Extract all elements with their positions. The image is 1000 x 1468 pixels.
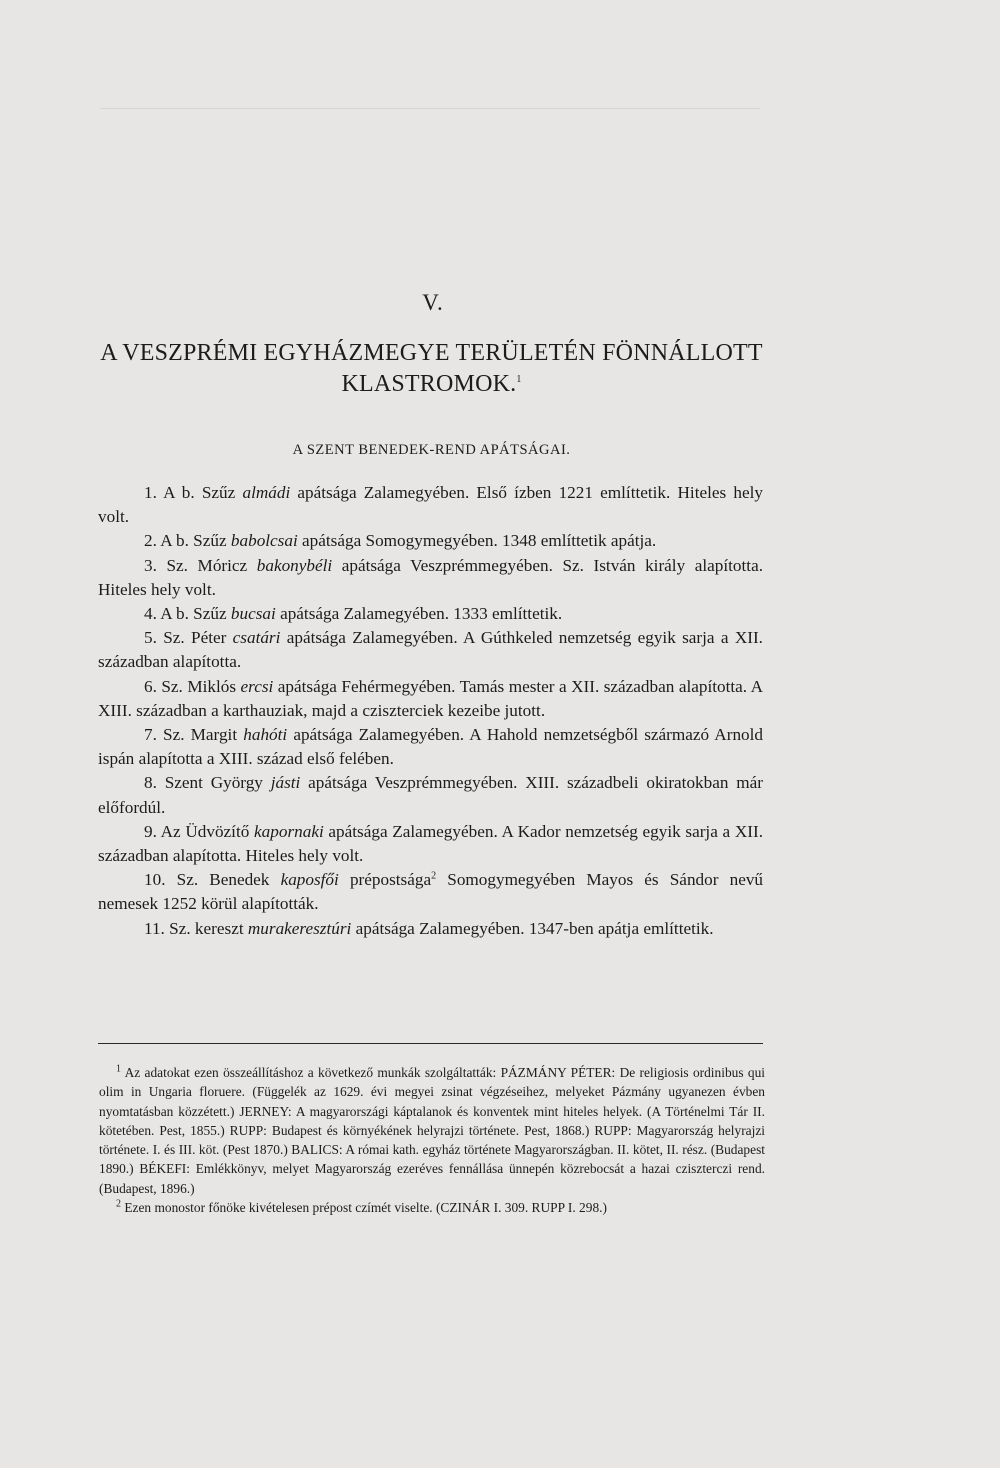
entry-place: csatári (232, 628, 281, 648)
footnote-item (99, 1198, 765, 1217)
entry-place: murakeresztúri (247, 918, 352, 938)
entry-text: apátsága Zalamegyében. A Kador nemzetség egyik sarja a XII. században alapította. Hiteles hely volt. (98, 821, 763, 866)
list-item (98, 529, 763, 553)
entry-place: ercsi (240, 676, 274, 696)
entry-lead: 10. Sz. Benedek (144, 870, 281, 890)
entry-lead: 2. A b. Szűz (144, 531, 231, 551)
section-subtitle: A SZENT BENEDEK-REND APÁTSÁGAI. (292, 442, 571, 458)
entry-footnote-mark: 2 (431, 870, 437, 882)
entry-lead: 5. Sz. Péter (144, 628, 233, 648)
footnotes (99, 1063, 765, 1217)
entry-lead: 9. Az Üdvözítő (144, 821, 255, 841)
entry-text: apátsága Somogymegyében. 1348 említtetik apátja. (297, 531, 657, 551)
list-item (98, 675, 763, 723)
list-item (98, 602, 763, 626)
list-item (98, 868, 763, 916)
chapter-number: V. (422, 290, 444, 315)
entry-lead: 8. Szent György (144, 773, 271, 793)
footnote-text: Ezen monostor főnöke kivételesen prépost czímét viselte. (CZINÁR I. 309. RUPP I. 298.) (124, 1200, 607, 1216)
entry-text: apátsága Fehérmegyében. Tamás mester a XII. században alapította. A XIII. században a karthauziak, majd a cziszterciek kezeibe jutott. (98, 676, 764, 720)
entry-lead: 1. A b. Szűz (144, 483, 243, 502)
list-item (98, 820, 763, 868)
footnote-mark: 2 (116, 1198, 121, 1210)
entry-place: kapornaki (254, 821, 324, 841)
title-text: A VESZPRÉMI EGYHÁZMEGYE TERÜLETÉN FÖNNÁLLOTT KLASTROMOK. (100, 340, 763, 397)
list-item (98, 481, 763, 529)
title-footnote-mark: 1 (516, 374, 522, 385)
entry-text: apátsága Zalamegyében. A Hahold nemzetségből származó Arnold ispán alapította a XIII. század első felében. (98, 725, 763, 769)
entry-place: almádi (242, 483, 291, 502)
list-item (98, 723, 763, 771)
list-item (98, 917, 763, 941)
entry-place: jásti (270, 773, 301, 793)
entry-text: apátsága Veszprémmegyében. Sz. István király alapította. Hiteles hely volt. (98, 555, 763, 599)
page-title (100, 338, 763, 400)
entry-lead: 7. Sz. Margit (144, 725, 244, 745)
entry-text: apátsága Zalamegyében. A Gúthkeled nemzetség egyik sarja a XII. században alapította. (98, 628, 763, 672)
list-item (98, 554, 763, 602)
entry-lead: 4. A b. Szűz (144, 604, 231, 624)
entry-lead: 6. Sz. Miklós (144, 676, 241, 696)
footnote-mark: 1 (116, 1063, 121, 1075)
footnote-text: Az adatokat ezen összeállításhoz a következő munkák szolgáltatták: PÁZMÁNY PÉTER: De religiosis ordinibus qui olim in Ungaria floruere. (Függelék az 1629. évi megyei zsinat végzéseihez, melyeket Pázmány ugyanezen évben nyomtatásban közzétett.) JERNEY: A magyarországi káptalanok és konventek mint hiteles helyek. (A Történelmi Tár II. kötetében. Pest, 1855.) RUPP: Budapest és környékének helyrajzi története. Pest, 1868.) RUPP: Magyarország helyrajzi története. I. és III. köt. (Pest 1870.) BALICS: A római kath. egyház története Magyarországban. II. kötet, II. rész. (Budapest 1890.) BÉKEFI: Emlékkönyv, melyet Magyarország ezeréves fennállása ünnepén közrebocsát a hazai cziszterczi rend. (Budapest, 1896.) (99, 1065, 765, 1196)
entry-place: kaposfői (280, 870, 339, 890)
entry-text: apátsága Zalamegyében. 1333 említtetik. (275, 604, 563, 624)
entry-text: apátsága Zalamegyében. Első ízben 1221 említtetik. Hiteles hely volt. (98, 483, 763, 527)
entry-text: apátsága Veszprémmegyében. XIII. századbeli okiratokban már előfordúl. (98, 773, 763, 817)
entry-place: bucsai (230, 604, 276, 624)
entry-place: hahóti (243, 725, 288, 745)
footnote-item (99, 1063, 765, 1198)
list-item (98, 626, 763, 674)
entry-place: babolcsai (230, 531, 298, 551)
entry-place: bakonybéli (256, 555, 333, 575)
bleed-through-rule (100, 108, 760, 109)
entry-text-continued: Somogymegyében Mayos és Sándor nevű nemesek 1252 körül alapították. (98, 870, 764, 914)
entry-text: apátsága Zalamegyében. 1347-ben apátja említtetik. (351, 918, 714, 938)
entry-lead: 3. Sz. Móricz (144, 555, 257, 575)
list-item (98, 771, 763, 819)
footnote-divider (98, 1043, 763, 1044)
entry-lead: 11. Sz. kereszt (144, 918, 248, 938)
entry-text: prépostsága (338, 870, 432, 890)
entry-list (98, 481, 763, 941)
